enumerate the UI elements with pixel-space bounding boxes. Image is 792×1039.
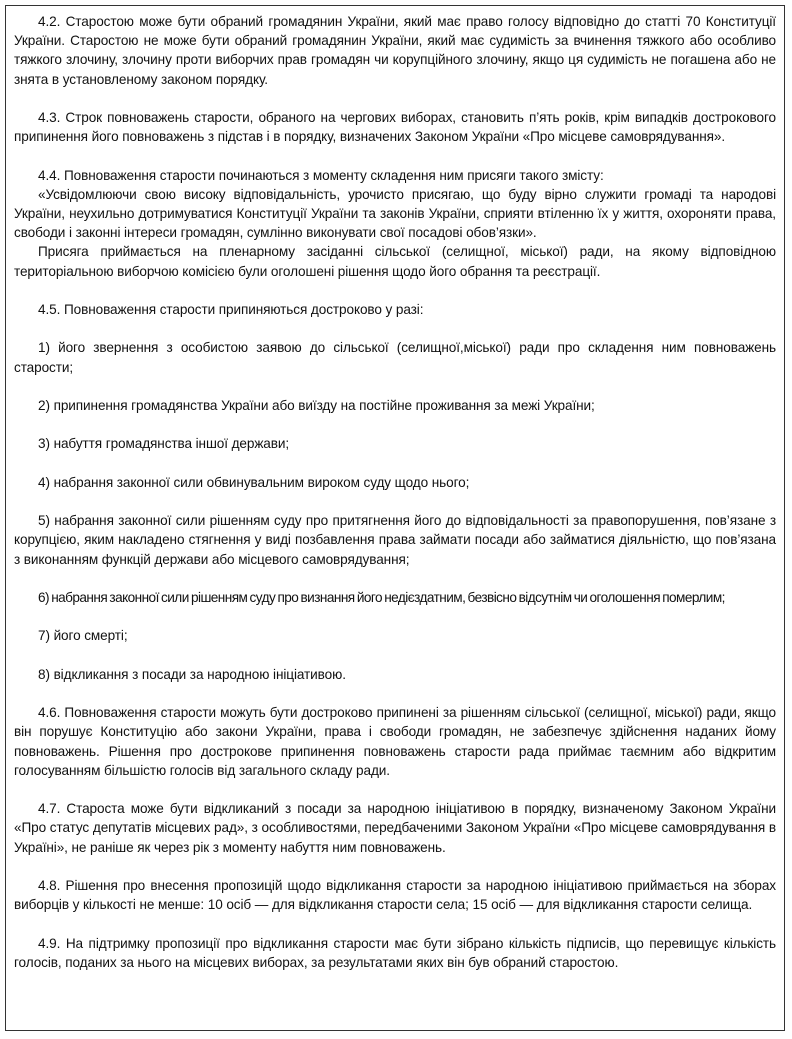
list-item-7: 7) його смерті; [38, 628, 128, 644]
oath-session-text: Присяга приймається на пленарному засіданні сільської (селищної, міської) ради, на якому відповідною територіальною виборчою комісією були оголошені рішення щодо його обрання та реєстрації. [14, 244, 776, 279]
paragraph-gap [14, 454, 776, 473]
paragraph-gap [14, 492, 776, 511]
paragraph-gap [14, 569, 776, 588]
paragraph-gap [14, 684, 776, 703]
paragraph-gap [14, 780, 776, 799]
paragraph-4-9: 4.9. На підтримку пропозиції про відкликання старости має бути зібрано кількість підписів, що перевищує кількість голосів, поданих за нього на місцевих виборах, за результатами яких він був обраний старостою. [14, 935, 776, 970]
list-item-2: 2) припинення громадянства України або виїзду на постійне проживання за межі України; [38, 397, 595, 413]
paragraph-gap [14, 857, 776, 876]
document-body [14, 12, 776, 972]
paragraph-gap [14, 607, 776, 626]
list-item-8: 8) відкликання з посади за народною ініціативою. [38, 666, 346, 682]
paragraph-gap [14, 415, 776, 434]
paragraph-gap [14, 146, 776, 165]
list-item-4: 4) набрання законної сили обвинувальним вироком суду щодо нього; [38, 474, 470, 490]
list-item-5: 5) набрання законної сили рішенням суду про притягнення його до відповідальності за правопорушення, пов’язане з корупцією, яким накладено стягнення у виді позбавлення права займати посади або займатися діяльністю, що пов’язана з виконанням функцій держави або місцевого самоврядування; [14, 513, 776, 567]
paragraph-4-8: 4.8. Рішення про внесення пропозицій щодо відкликання старости за народною ініціативою приймається на зборах виборців у кількості не менше: 10 осіб — для відкликання старости села; 15 осіб — для відкликання старости селища. [14, 877, 776, 913]
paragraph-4-3: 4.3. Строк повноважень старости, обраного на чергових виборах, становить п’ять років, крім випадків дострокового припинення його повноважень з підстав і в порядку, визначених Законом України «Про місцеве самоврядування». [14, 110, 776, 145]
list-item-1: 1) його звернення з особистою заявою до сільської (селищної,міської) ради про складення ним повноважень старости; [14, 340, 776, 375]
list-item-6: 6) набрання законної сили рішенням суду про визнання його недієздатним, безвісно відсутнім чи оголошення померлим; [38, 589, 725, 605]
paragraph-gap [14, 914, 776, 933]
paragraph-4-6: 4.6. Повноваження старости можуть бути достроково припинені за рішенням сільської (селищної, міської) ради, якщо він порушує Конституцію або закони України, права і свободи громадян, не забезпечує здійснення наданих йому повноважень. Рішення про дострокове припинення повноважень старости рада приймає таємним або відкритим голосуванням більшістю голосів від загального складу ради. [14, 705, 776, 778]
list-item-3: 3) набуття громадянства іншої держави; [38, 436, 290, 452]
paragraph-gap [14, 89, 776, 108]
paragraph-4-4: 4.4. Повноваження старости починаються з моменту складення ним присяги такого змісту: [38, 167, 604, 183]
paragraph-gap [14, 377, 776, 396]
paragraph-4-5: 4.5. Повноваження старости припиняються достроково у разі: [38, 302, 424, 317]
paragraph-4-2: 4.2. Старостою може бути обраний громадянин України, який має право голосу відповідно до статті 70 Конституції України. Старостою не може бути обраний громадянин України, який має судимість за вчинення тяжкого або особливо тяжкого злочину, злочину проти виборчих прав громадян чи корупційного злочину, якщо ця судимість не погашена або не знята в установленому законом порядку. [14, 14, 776, 87]
oath-text: «Усвідомлюючи свою високу відповідальність, урочисто присягаю, що буду вірно служити громаді та народові України, неухильно дотримуватися Конституції України та законів України, сприяти втіленню їх у життя, охороняти права, свободи і законні інтереси громадян, сумлінно виконувати свої посадові обов’язки». [14, 186, 776, 241]
paragraph-gap [14, 281, 776, 300]
paragraph-4-7: 4.7. Староста може бути відкликаний з посади за народною ініціативою в порядку, визначеному Законом України «Про статус депутатів місцевих рад», з особливостями, передбаченими Законом України «Про місцеве самоврядування в Україні», не раніше як через рік з моменту набуття ним повноважень. [14, 801, 776, 855]
paragraph-gap [14, 319, 776, 338]
paragraph-gap [14, 646, 776, 665]
